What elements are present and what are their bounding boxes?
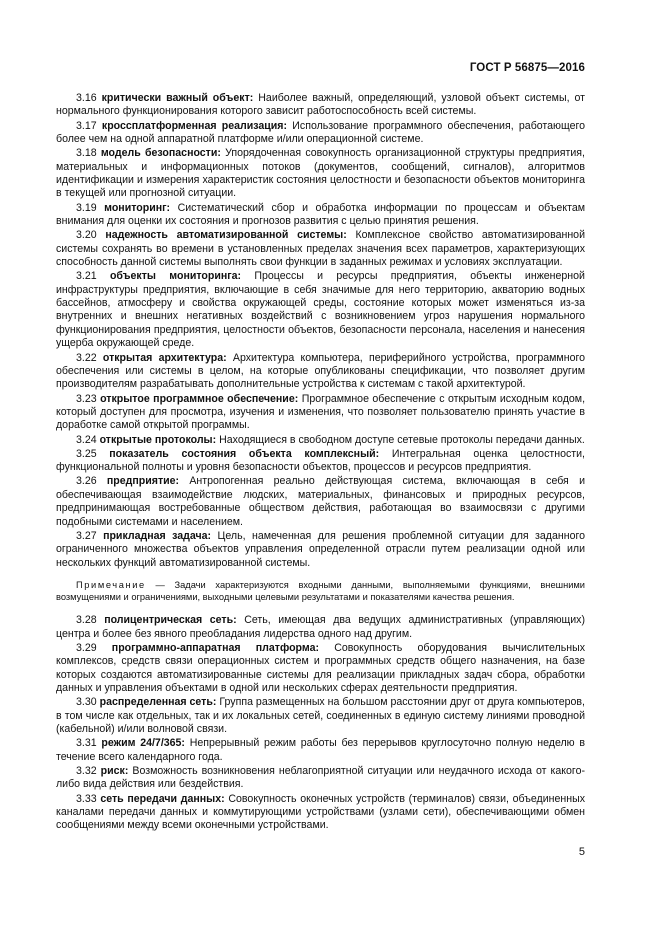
definition-text: Использование программного обеспечения, работающего более чем на одной аппаратной платформе и/или операционной системе. bbox=[56, 119, 586, 146]
definition-entry bbox=[56, 202, 585, 229]
definition-text: Комплексное свойство автоматизированной системы сохранять во времени в установленных пределах значения всех параметров, характеризующих способность данной системы выполнять свои функции в заданных режимах и условиях эксплуатации. bbox=[56, 229, 585, 269]
definitions-list-a bbox=[56, 92, 585, 570]
definition-term: предприятие: bbox=[106, 475, 180, 488]
definition-number: 3.16 bbox=[76, 92, 97, 104]
definition-term: прикладная задача: bbox=[103, 529, 212, 542]
definition-term: распределенная сеть: bbox=[99, 696, 217, 709]
definition-term: мониторинг: bbox=[104, 201, 171, 214]
definition-number: 3.17 bbox=[76, 119, 97, 132]
definition-number: 3.24 bbox=[76, 433, 97, 446]
definition-entry bbox=[56, 737, 585, 764]
definition-text: Наиболее важный, определяющий, узловой объект системы, от нормального функционирования которого зависит работоспособность всей системы. bbox=[56, 92, 585, 118]
standard-designation: ГОСТ Р 56875—2016 bbox=[469, 62, 585, 74]
definition-number: 3.31 bbox=[76, 737, 97, 750]
definition-term: программно-аппаратная платформа: bbox=[111, 642, 320, 654]
definition-text: Упорядоченная совокупность организационной структуры предприятия, материальных и информационных потоков (документов, сообщений, сигналов), алгоритмов идентификации и измерения характеристик состояния целостности и безопасности объектов мониторинга в текущей или прогнозной ситуации. bbox=[56, 147, 585, 200]
definition-number: 3.20 bbox=[76, 229, 97, 242]
definition-number: 3.29 bbox=[76, 642, 97, 654]
definition-text: Совокупность оборудования вычислительных комплексов, средств связи операционных систем и программных средств общего назначения, на базе которых создаются автоматизированные системы для реализации прикладных задач сбора, обработки данных и управления объектами в одной или нескольких сферах деятельности предприятия. bbox=[56, 642, 586, 695]
definition-entry bbox=[56, 120, 585, 147]
definition-term: полицентрическая сеть: bbox=[104, 614, 237, 627]
definition-term: кроссплатформенная реализация: bbox=[101, 119, 288, 132]
definition-text: Возможность возникновения неблагоприятной ситуации или неудачного исхода от какого-либо вида действия или бездействия. bbox=[56, 765, 585, 791]
definition-entry bbox=[56, 147, 585, 201]
note-label: Примечание bbox=[76, 579, 146, 590]
definition-entry bbox=[56, 352, 585, 392]
definition-number: 3.18 bbox=[76, 147, 97, 160]
definition-text: Сеть, имеющая два ведущих административных (управляющих) центра и более без явного преобладания лидерства одного над другим. bbox=[56, 614, 585, 640]
definition-number: 3.21 bbox=[76, 270, 97, 283]
definition-number: 3.32 bbox=[76, 765, 97, 778]
definition-entry bbox=[56, 793, 585, 833]
definition-entry bbox=[56, 270, 585, 350]
definitions-list-b bbox=[56, 614, 585, 832]
definition-text: Совокупность оконечных устройств (терминалов) связи, объединенных каналами передачи данных и коммутирующими устройствами (узлами сети), обеспечивающими обмен сообщениями между всеми оконечными устройствами. bbox=[56, 792, 585, 832]
definition-term: модель безопасности: bbox=[100, 147, 221, 160]
definition-entry bbox=[56, 530, 585, 570]
definition-entry bbox=[56, 92, 585, 119]
definition-entry bbox=[56, 229, 585, 269]
definition-text: Систематический сбор и обработка информации по процессам и объектам внимания для оценки их состояния и прогнозов развития с целью принятия решения. bbox=[56, 201, 585, 228]
definition-term: открытое программное обеспечение: bbox=[100, 392, 299, 405]
definition-number: 3.27 bbox=[76, 529, 97, 542]
definition-entry bbox=[56, 642, 585, 696]
definition-text: Процессы и ресурсы предприятия, объекты инженерной инфраструктуры предприятия, включающие в себя значимые для него территорию, акваторию водных бассейнов, атмосферу и свойства окружающей среды, состояние которых может изменяться из-за внутренних и внешних негативных воздействий с возникновением угроз нарушения нормального функционирования предприятия, целостности объектов, безопасности персонала, населения и нанесения ущерба окружающей среде. bbox=[56, 270, 585, 350]
definition-term: открытые протоколы: bbox=[99, 433, 217, 446]
definition-number: 3.30 bbox=[76, 696, 97, 709]
definition-term: сеть передачи данных: bbox=[100, 792, 225, 805]
definition-number: 3.22 bbox=[76, 351, 97, 364]
definition-term: показатель состояния объекта комплексный: bbox=[109, 447, 380, 460]
definition-number: 3.25 bbox=[76, 447, 97, 460]
definition-entry bbox=[56, 434, 585, 447]
definition-term: надежность автоматизированной системы: bbox=[105, 229, 347, 242]
definition-number: 3.28 bbox=[76, 614, 97, 627]
note-text: — Задачи характеризуются входными данными, выполняемыми функциями, внешними возмущениями и ограничениями, выходными целевыми результатами и показателями качества решения. bbox=[56, 579, 585, 603]
definition-entry bbox=[56, 765, 585, 792]
page-number: 5 bbox=[578, 846, 585, 858]
definition-term: режим 24/7/365: bbox=[101, 737, 185, 750]
definition-entry bbox=[56, 475, 585, 529]
definition-number: 3.23 bbox=[76, 392, 97, 405]
definition-term: критически важный объект: bbox=[101, 92, 254, 104]
definition-term: риск: bbox=[100, 765, 129, 778]
definition-entry bbox=[56, 448, 585, 475]
definition-text: Архитектура компьютера, периферийного устройства, программного обеспечения или системы в целом, на которые опубликованы спецификации, что позволяет другим производителям разрабатывать дополнительные устройства к системам с такой архитектурой. bbox=[56, 351, 585, 391]
definition-entry bbox=[56, 614, 585, 641]
definition-term: открытая архитектура: bbox=[102, 351, 227, 364]
definition-text: Находящиеся в свободном доступе сетевые протоколы передачи данных. bbox=[219, 433, 585, 446]
definition-term: объекты мониторинга: bbox=[109, 270, 242, 283]
definition-text: Непрерывный режим работы без перерывов круглосуточно полную неделю в течение всего календарного года. bbox=[56, 737, 585, 763]
definition-text: Интегральная оценка целостности, функциональной полноты и уровня безопасности объектов, процессов и ресурсов предприятия. bbox=[56, 447, 585, 474]
definitions-body bbox=[56, 92, 585, 834]
definition-text: Цель, намеченная для решения проблемной ситуации для заданного ограниченного множества объектов управления определенной отрасли путем реализации одной или нескольких функций автоматизированной системы. bbox=[56, 529, 585, 569]
definition-number: 3.33 bbox=[76, 792, 97, 805]
definition-text: Группа размещенных на большом расстоянии друг от друга компьютеров, в том числе как отдельных, так и их локальных сетей, соединенных в единую систему линиями проводной (кабельной) и/или волновой связи. bbox=[56, 696, 585, 736]
definition-entry bbox=[56, 696, 585, 736]
definition-number: 3.26 bbox=[76, 475, 97, 488]
definition-number: 3.19 bbox=[76, 201, 97, 214]
note-paragraph bbox=[56, 579, 585, 603]
definition-text: Программное обеспечение с открытым исходным кодом, который доступен для просмотра, изучения и изменения, что позволяет пользователю принять участие в доработке самой открытой программы. bbox=[56, 392, 586, 432]
definition-entry bbox=[56, 393, 585, 433]
definition-text: Антропогенная реально действующая система, включающая в себя и обеспечивающая взаимодействие людских, материальных, финансовых и природных ресурсов, предпринимающая востребованные обществом действия, работающая во взаимосвязи с другими подобными системами и населением. bbox=[56, 475, 585, 528]
